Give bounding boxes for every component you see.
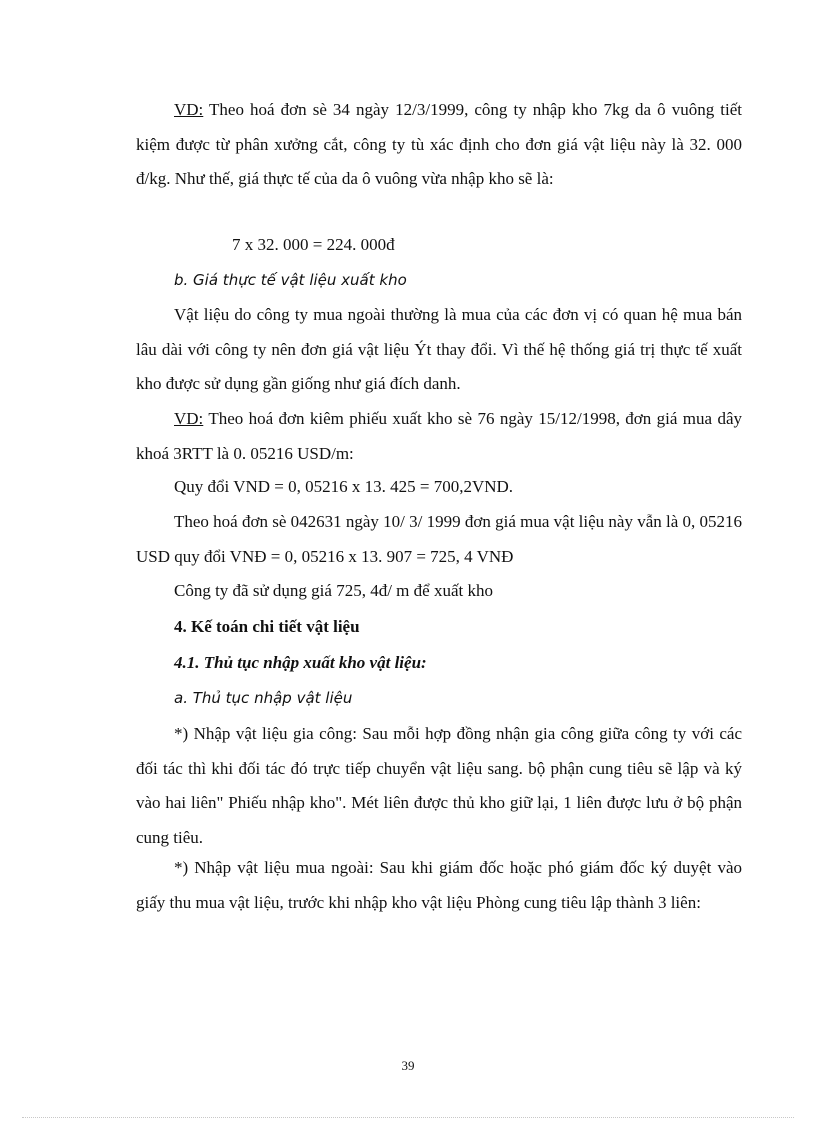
paragraph-processing-import: *) Nhập vật liệu gia công: Sau mỗi hợp đồng nhận gia công giữa công ty với các đối tác thì khi đối tác đó trực tiếp chuyển vật liệu sang. bộ phận cung tiêu sẽ lập và ký vào hai liên" Phiếu nhập kho". Mét liên được thủ kho giữ lại, 1 liên được lưu ở bộ phận cung tiêu. <box>136 724 742 847</box>
page-bottom-rule <box>22 1117 794 1118</box>
section-heading-4-1: 4.1. Thủ tục nhập xuất kho vật liệu: <box>174 653 427 672</box>
paragraph-text: Theo hoá đơn sè 34 ngày 12/3/1999, công ty nhập kho 7kg da ô vuông tiết kiệm được từ phân xưởng cắt, công ty tù xác định cho đơn giá vật liệu này là 32. 000 đ/kg. Như thế, giá thực tế của da ô vuông vừa nhập kho sẽ là: <box>136 100 742 188</box>
example-label: VD: <box>174 100 204 119</box>
conversion-line: Quy đổi VND = 0, 05216 x 13. 425 = 700,2VND. <box>174 477 514 496</box>
paragraph-example-import <box>136 93 742 197</box>
paragraph-example-export <box>136 402 742 471</box>
page-number: 39 <box>401 1058 415 1073</box>
subheading-a: a. Thủ tục nhập vật liệu <box>174 689 353 707</box>
price-used-line: Công ty đã sử dụng giá 725, 4đ/ m để xuất kho <box>174 581 493 600</box>
example-label: VD: <box>174 409 204 428</box>
subheading-b: b. Giá thực tế vật liệu xuất kho <box>174 271 407 289</box>
section-heading-4: 4. Kế toán chi tiết vật liệu <box>174 617 360 636</box>
formula-line: 7 x 32. 000 = 224. 000đ <box>232 235 395 254</box>
paragraph-invoice: Theo hoá đơn sè 042631 ngày 10/ 3/ 1999 đơn giá mua vật liệu này vẫn là 0, 05216 USD quy đổi VNĐ = 0, 05216 x 13. 907 = 725, 4 VNĐ <box>136 512 743 566</box>
paragraph-purchase-import: *) Nhập vật liệu mua ngoài: Sau khi giám đốc hoặc phó giám đốc ký duyệt vào giấy thu mua vật liệu, trước khi nhập kho vật liệu Phòng cung tiêu lập thành 3 liên: <box>136 858 742 912</box>
paragraph-export-price: Vật liệu do công ty mua ngoài thường là mua của các đơn vị có quan hệ mua bán lâu dài với công ty nên đơn giá vật liệu Ýt thay đổi. Vì thế hệ thống giá trị thực tế xuất kho được sử dụng gần giống như giá đích danh. <box>136 305 742 393</box>
paragraph-text: Theo hoá đơn kiêm phiếu xuất kho sè 76 ngày 15/12/1998, đơn giá mua dây khoá 3RTT là 0. 05216 USD/m: <box>136 409 742 463</box>
